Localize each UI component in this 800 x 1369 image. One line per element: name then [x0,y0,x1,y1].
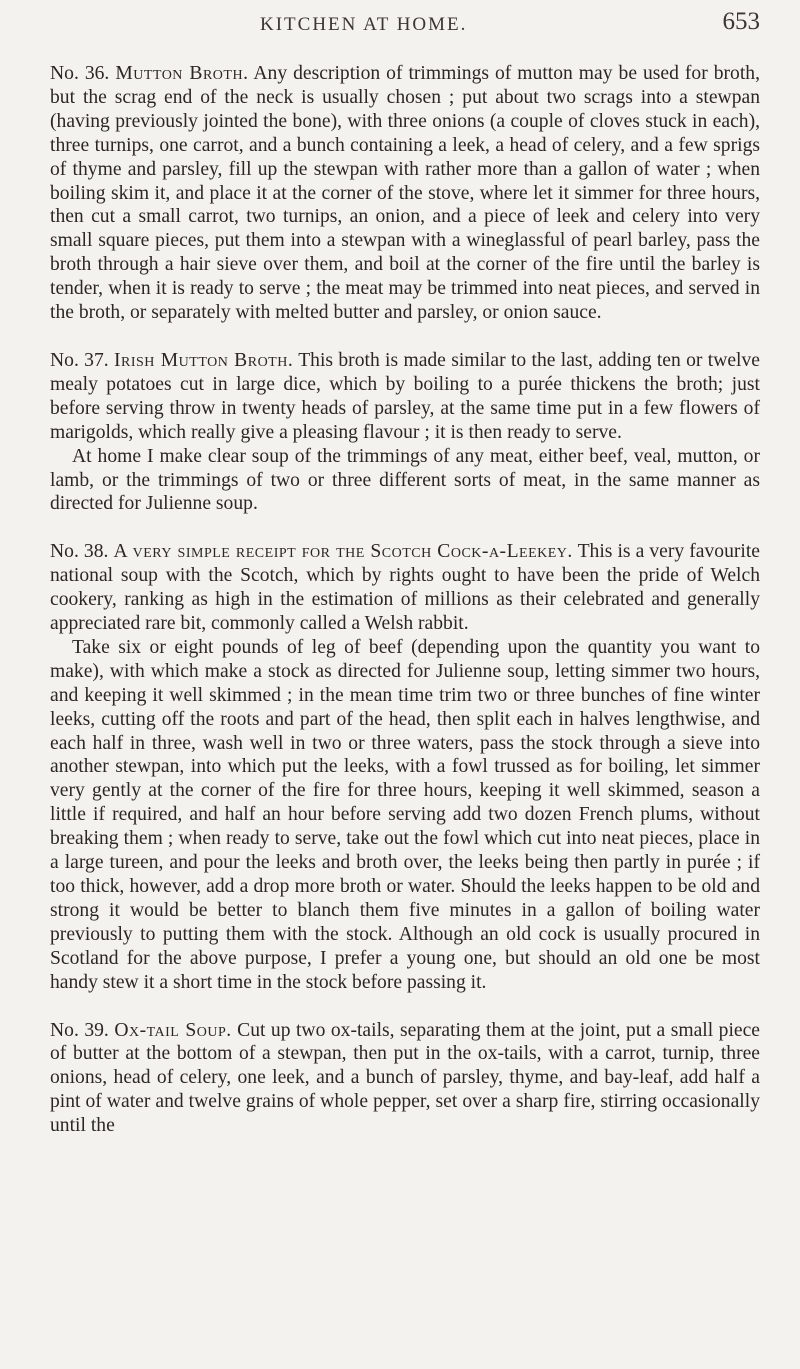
recipe-38-text: This is a very favourite national soup with the Scotch, which by rights ought to have been the pride of Welch cookery, ranking as high in the estimation of millions as their celebrated and generally appreciated rare bit, commonly called a Welsh rabbit. [50,541,760,635]
page-number: 653 [722,8,760,35]
recipe-37-paragraph-1 [50,349,760,445]
recipe-37-text: This broth is made similar to the last, adding ten or twelve mealy potatoes cut in large dice, which by boiling to a purée thickens the broth; just before serving throw in twenty heads of parsley, at the same time put in a few flowers of marigolds, which really give a pleasing flavour ; it is then ready to serve. [50,349,760,443]
recipe-36-number: No. 36. [50,63,110,84]
recipe-37-paragraph-2: At home I make clear soup of the trimmings of any meat, either beef, veal, mutton, or lamb, or the trimmings of two or three different sorts of meat, in the same manner as directed for Julienne soup. [50,445,760,515]
recipe-36-title: Mutton Broth. [115,63,249,84]
recipe-37-number: No. 37. [50,349,109,371]
recipe-36-text: Any description of trimmings of mutton may be used for broth, but the scrag end of the neck is usually chosen ; put about two scrags into a stewpan (having previously jointed the bone), with three onions (a couple of cloves stuck in each), three turnips, one carrot, and a bunch containing a leek, a head of celery, and a few sprigs of thyme and parsley, fill up the stewpan with rather more than a gallon of water ; when boiling skim it, and place it at the corner of the stove, where let it simmer for three hours, then cut a small carrot, two turnips, an onion, and a piece of leek and celery into very small square pieces, put them into a stewpan with a wineglassful of pearl barley, pass the broth through a hair sieve over them, and boil at the corner of the fire until the barley is tender, when it is ready to serve ; the meat may be trimmed into neat pieces, and served in the broth, or separately with melted butter and parsley, or onion sauce. [50,63,760,324]
recipe-39-title: Ox-tail Soup. [114,1019,232,1041]
recipe-37-title: Irish Mutton Broth. [114,349,294,371]
recipe-38-number: No. 38. [50,541,109,563]
recipe-39-number: No. 39. [50,1019,109,1041]
running-title: KITCHEN AT HOME. [260,14,468,35]
book-page [50,8,760,1138]
recipe-39-text: Cut up two ox-tails, separating them at the joint, put a small piece of butter at the bottom of a stewpan, then put in the ox-tails, with a carrot, turnip, three onions, head of celery, one leek, and a bunch of parsley, thyme, and bay-leaf, add half a pint of water and twelve grains of whole pepper, set over a sharp fire, stirring occasionally until the [50,1019,760,1137]
recipe-38-title: A very simple receipt for the Scotch Cock-a-Leekey. [113,541,573,563]
recipe-38-paragraph-2: Take six or eight pounds of leg of beef (depending upon the quantity you want to make), with which make a stock as directed for Julienne soup, letting simmer two hours, and keeping it well skimmed ; in the mean time trim two or three bunches of fine winter leeks, cutting off the roots and part of the head, then split each in halves lengthwise, and each half in three, wash well in two or three waters, pass the stock through a sieve into another stewpan, into which put the leeks, with a fowl trussed as for boiling, let simmer very gently at the corner of the fire for three hours, keeping it well skimmed, season a little if required, and half an hour before serving add two dozen French plums, without breaking them ; when ready to serve, take out the fowl which cut into neat pieces, place in a large tureen, and pour the leeks and broth over, the leeks being then partly in purée ; if too thick, however, add a drop more broth or water. Should the leeks happen to be old and strong it would be better to blanch them five minutes in a gallon of boiling water previously to putting them with the stock. Although an old cock is usually procured in Scotland for the above purpose, I prefer a young one, but should an old one be most handy stew it a short time in the stock before passing it. [50,636,760,993]
running-header [50,8,760,62]
recipe-38-paragraph-1 [50,540,760,636]
recipe-39-paragraph-1 [50,1019,760,1139]
recipe-36-paragraph-1 [50,62,760,325]
